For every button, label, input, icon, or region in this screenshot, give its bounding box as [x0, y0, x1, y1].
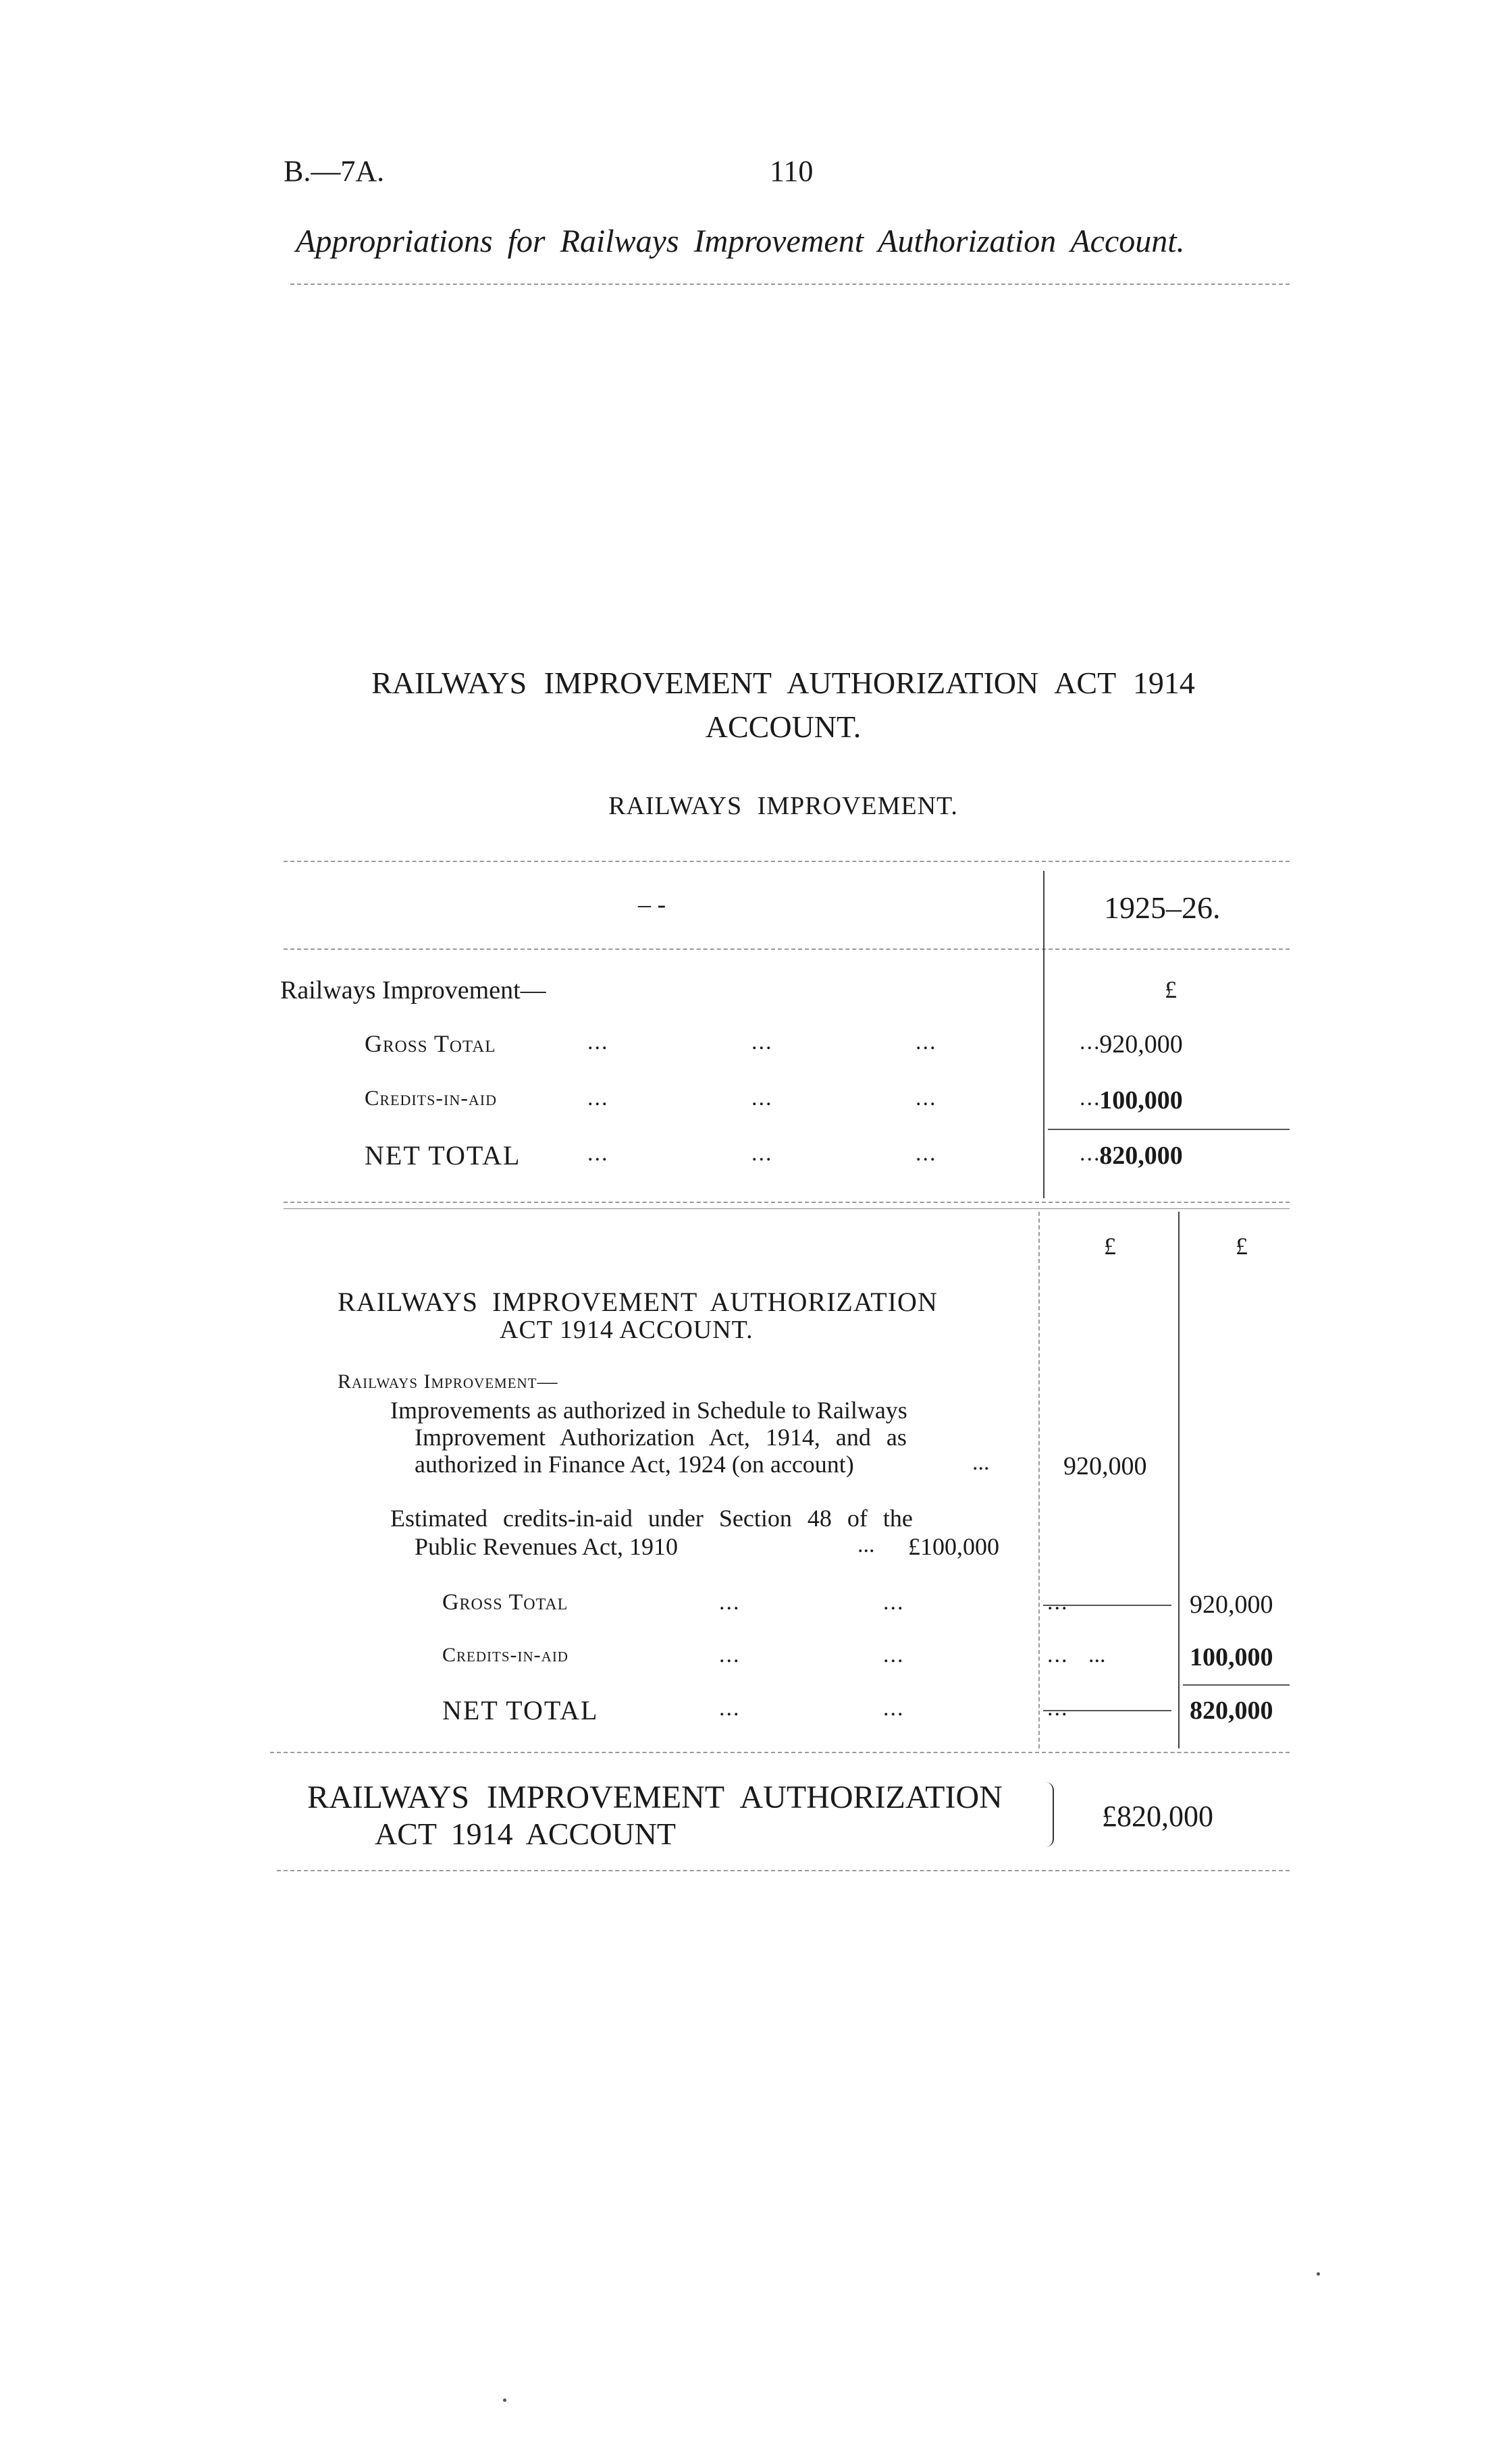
- footer-bottom-rule: [277, 1870, 1290, 1871]
- detail-heading-line1: RAILWAYS IMPROVEMENT AUTHORIZATION: [338, 1287, 938, 1317]
- summary-col-year: 1925–26.: [1104, 890, 1221, 925]
- detail-credits-dots: ...: [857, 1532, 875, 1557]
- summary-row-net-value: 820,000: [1099, 1142, 1183, 1170]
- account-title-line2: ACCOUNT.: [705, 709, 862, 744]
- detail-row-gross-dash: [1043, 1605, 1171, 1606]
- detail-heading-line2: ACT 1914 ACCOUNT.: [500, 1316, 754, 1344]
- header-rule: [290, 284, 1290, 285]
- account-title-line1: RAILWAYS IMPROVEMENT AUTHORIZATION ACT 1914: [371, 666, 1195, 700]
- summary-row-credits-dots: ... ... ... ...: [587, 1086, 1101, 1110]
- summary-row-gross-dots: ... ... ... ...: [587, 1029, 1101, 1054]
- detail-row-gross-label: Gross Total: [442, 1590, 569, 1615]
- detail-row-gross-value: 920,000: [1190, 1590, 1273, 1619]
- footer-brace: [1043, 1782, 1054, 1847]
- detail-item-line3: authorized in Finance Act, 1924 (on account): [415, 1451, 854, 1478]
- detail-row-credits-label: Credits-in-aid: [442, 1644, 569, 1666]
- detail-subtotal-rule: [1183, 1684, 1290, 1686]
- footer-total-amount: £820,000: [1102, 1800, 1213, 1833]
- summary-subtotal-rule: [1048, 1129, 1290, 1130]
- summary-bottom-rule: [284, 1202, 1290, 1203]
- running-title: Appropriations for Railways Improvement Authorization Account.: [296, 223, 1185, 259]
- detail-credits-line2: Public Revenues Act, 1910: [415, 1533, 678, 1560]
- summary-header-rule: [284, 948, 1290, 950]
- footer-total-line2: ACT 1914 ACCOUNT: [375, 1817, 676, 1851]
- detail-row-credits-value: 100,000: [1190, 1643, 1273, 1671]
- detail-row-net-dash: [1043, 1710, 1171, 1711]
- stray-mark: [503, 2399, 506, 2402]
- summary-row-credits-value: 100,000: [1099, 1086, 1183, 1115]
- detail-section-label: Railways Improvement—: [338, 1370, 558, 1393]
- detail-row-net-value: 820,000: [1190, 1696, 1273, 1725]
- summary-section-label: Railways Improvement—: [280, 976, 546, 1005]
- detail-row-credits-dots: ... ... ...: [719, 1642, 1069, 1667]
- detail-bottom-rule: [270, 1752, 1290, 1753]
- detail-row-gross-dots: ... ... ...: [719, 1590, 1069, 1615]
- detail-unit-2: £: [1236, 1233, 1248, 1260]
- page-number: 110: [770, 155, 814, 188]
- detail-row-net-dots: ... ... ...: [719, 1696, 1069, 1721]
- detail-item-line2: Improvement Authorization Act, 1914, and as: [415, 1424, 907, 1451]
- detail-unit-1: £: [1104, 1233, 1116, 1260]
- footer-total-line1: RAILWAYS IMPROVEMENT AUTHORIZATION: [307, 1779, 1003, 1815]
- detail-credits-line1: Estimated credits-in-aid under Section 48 of the: [390, 1505, 913, 1532]
- summary-row-gross-value: 920,000: [1099, 1030, 1183, 1059]
- summary-bottom-rule-2: [284, 1208, 1290, 1209]
- stray-mark: [1317, 2272, 1320, 2276]
- summary-row-gross-label: Gross Total: [365, 1030, 496, 1057]
- summary-col-dash: – -: [638, 890, 666, 919]
- detail-row-credits-mid: ...: [1088, 1642, 1106, 1667]
- summary-row-credits-label: Credits-in-aid: [365, 1086, 497, 1110]
- detail-item-value: 920,000: [1063, 1452, 1147, 1480]
- summary-top-rule: [284, 861, 1290, 862]
- account-subtitle: RAILWAYS IMPROVEMENT.: [608, 792, 958, 820]
- detail-credits-amount: £100,000: [908, 1533, 999, 1560]
- summary-row-net-dots: ... ... ... ...: [587, 1141, 1101, 1166]
- detail-row-net-label: NET TOTAL: [442, 1695, 599, 1725]
- page-reference: B.—7A.: [284, 155, 385, 188]
- summary-unit: £: [1165, 976, 1177, 1003]
- summary-row-net-label: NET TOTAL: [365, 1140, 521, 1171]
- detail-item-dots: ...: [972, 1450, 990, 1475]
- detail-divider-right: [1178, 1212, 1180, 1748]
- detail-item-line1: Improvements as authorized in Schedule to Railways: [390, 1397, 907, 1424]
